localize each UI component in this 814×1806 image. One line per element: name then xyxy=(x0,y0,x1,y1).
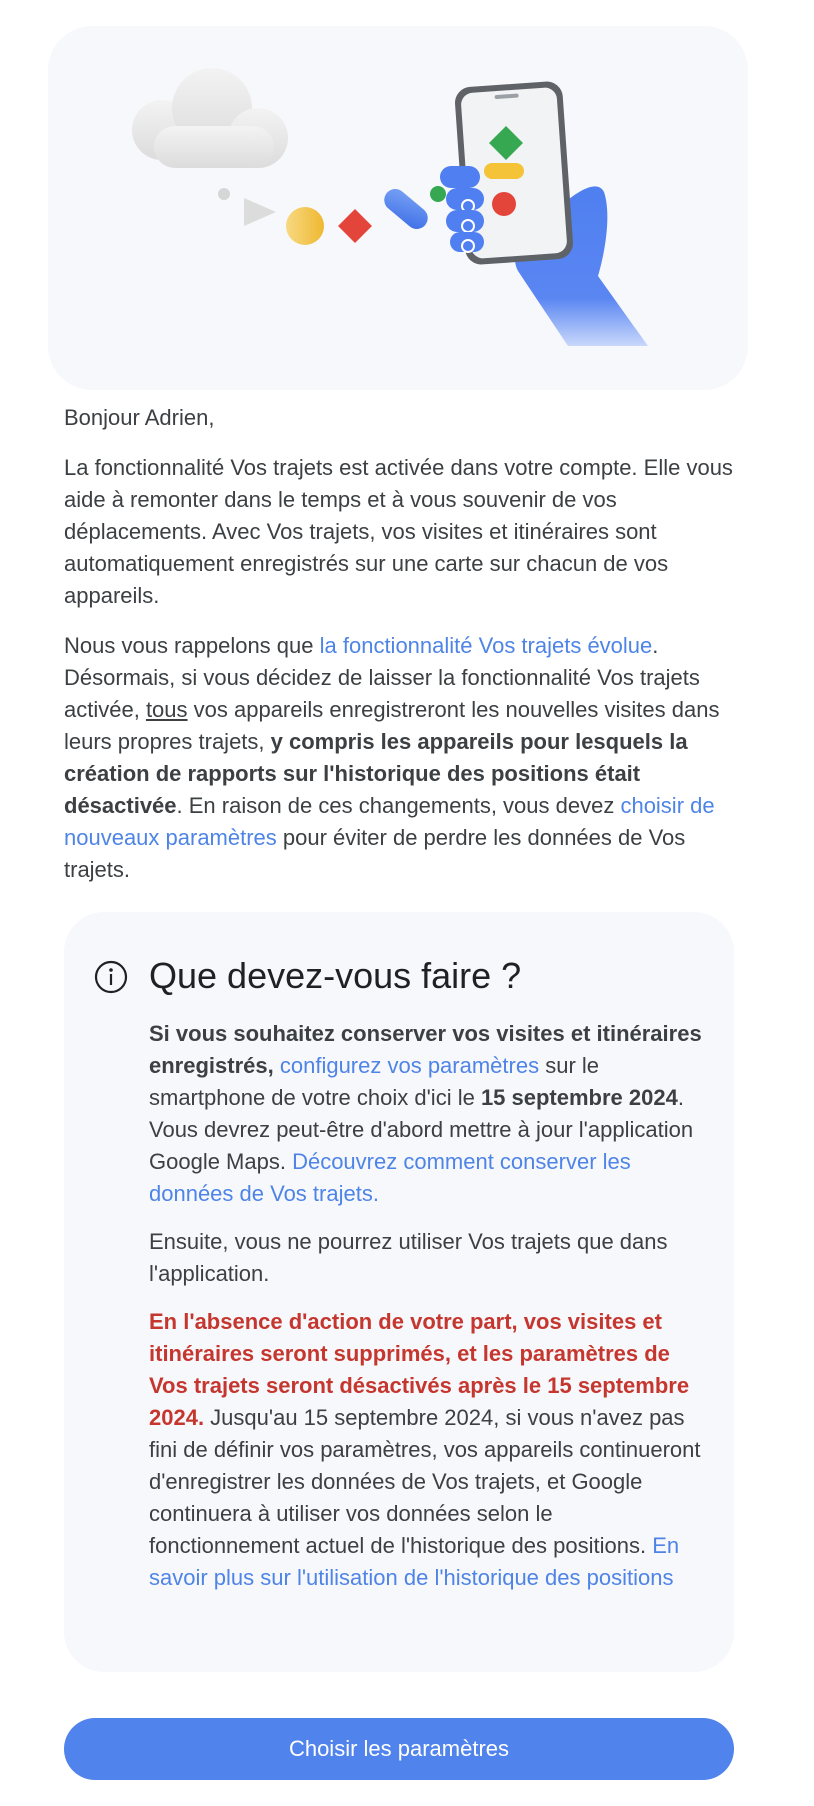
card-paragraph-3: En l'absence d'action de votre part, vos visites et itinéraires seront supprimés, et les paramètres de Vos trajets seront désactivés après le 15 septembre 2024. Jusqu'au 15 septembre 2024, si vous n'avez pas fini de définir vos paramètres, vos appareils continueront d'enregistrer les données de Vos trajets, et Google continuera à utiliser vos données selon le fonctionnement actuel de l'historique des positions. En savoir plus sur l'utilisation de l'historique des positions xyxy=(149,1309,701,1590)
learn-keep-data-link[interactable]: Découvrez comment conserver les données de Vos trajets. xyxy=(149,1149,631,1206)
card-paragraph-2: Ensuite, vous ne pourrez utiliser Vos trajets que dans l'application. xyxy=(149,1229,668,1286)
underlined-tous: tous xyxy=(145,697,188,722)
deletion-warning: En l'absence d'action de votre part, vos visites et itinéraires seront supprimés, et les paramètres de Vos trajets seront désactivés après le xyxy=(149,1309,670,1398)
message-body xyxy=(64,402,734,904)
intro-paragraph: La fonctionnalité Vos trajets est activée dans votre compte. Elle vous aide à remonter dans le temps et à vous souvenir de vos déplacements. Avec Vos trajets, vos visites et itinéraires sont automatiquement enregistrés sur une carte sur chacun de vos appareils. xyxy=(64,455,733,608)
location-history-link[interactable]: En savoir plus sur l'utilisation de l'historique des positions xyxy=(149,1533,680,1590)
hero-illustration xyxy=(48,26,748,390)
timeline-changes-link[interactable]: la fonctionnalité Vos trajets évolue xyxy=(319,633,653,658)
bold-warning: y compris les appareils pour lesquels la création de rapports sur l'historique des positions était désactivée xyxy=(64,729,688,818)
choose-settings-link[interactable]: choisir de nouveaux paramètres xyxy=(64,793,715,850)
cloud-icon xyxy=(132,68,288,168)
choose-settings-button[interactable]: Choisir les paramètres xyxy=(64,1718,734,1780)
greeting: Bonjour Adrien, xyxy=(64,405,215,430)
deadline-date: 15 septembre 2024 xyxy=(480,1085,678,1110)
card-title: Que devez-vous faire ? xyxy=(149,955,522,996)
action-card xyxy=(64,912,734,1672)
phone-illustration xyxy=(48,26,748,390)
reminder-paragraph: Nous vous rappelons que la fonctionnalité Vos trajets évolue. Désormais, si vous décidez de laisser la fonctionnalité Vos trajets activée, tous vos appareils enregistreront les nouvelles visites dans leurs propres trajets, y compris les appareils pour lesquels la création de rapports sur l'historique des positions était désactivée. En raison de ces changements, vous devez choisir de nouveaux paramètres pour éviter de perdre les données de Vos trajets. xyxy=(64,633,720,882)
card-paragraph-1: Si vous souhaitez conserver vos visites et itinéraires enregistrés, configurez vos paramètres sur le smartphone de votre choix d'ici le 15 septembre 2024. Vous devrez peut-être d'abord mettre à jour l'application Google Maps. Découvrez comment conserver les données de Vos trajets. xyxy=(149,1021,702,1206)
card-body xyxy=(149,1018,709,1610)
info-icon xyxy=(94,960,128,994)
configure-settings-link[interactable]: configurez vos paramètres xyxy=(279,1053,540,1078)
